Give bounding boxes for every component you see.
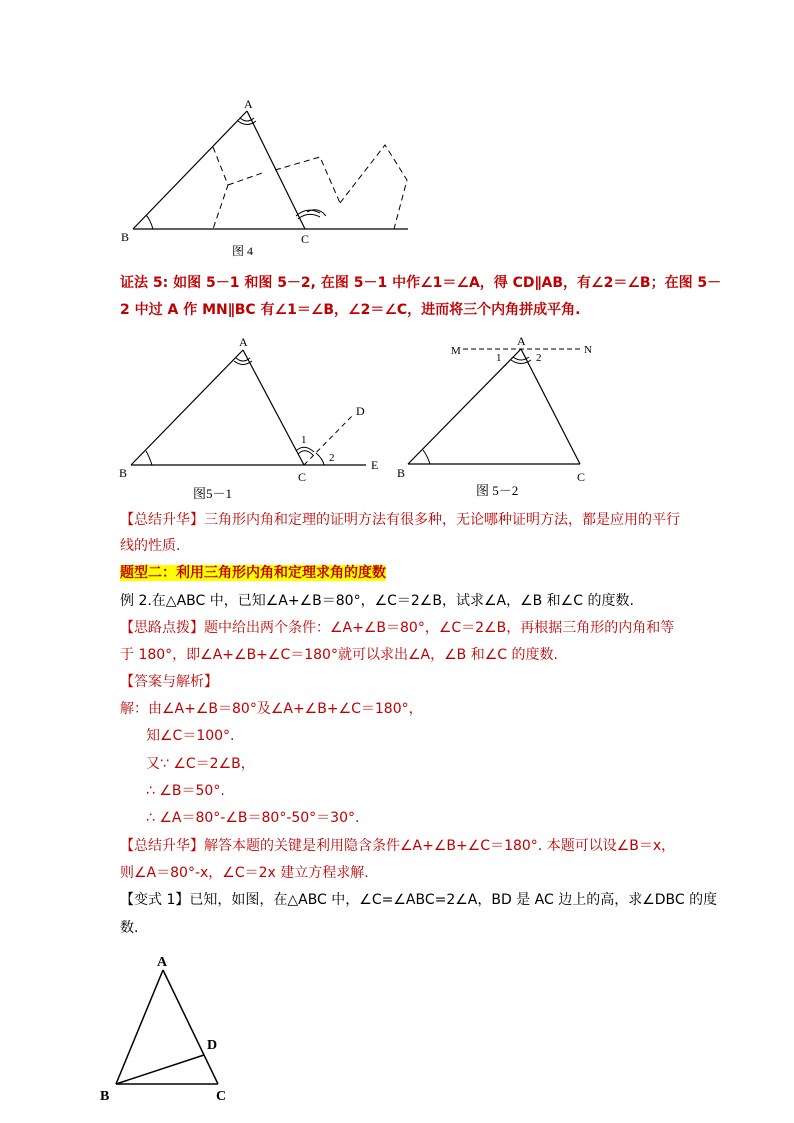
method5-line-2: 2 中过 A 作 MN∥BC 有∠1＝∠B，∠2＝∠C，进而将三个内角拼成平角. [120, 302, 581, 318]
fig4-label-a: A [244, 97, 253, 111]
hint-line-2: 于 180°，即∠A+∠B+∠C＝180°就可以求出∠A，∠B 和∠C 的度数. [120, 647, 558, 663]
hint-tag: 【思路点拨】 [120, 620, 204, 636]
fig4-caption: 图 4 [232, 244, 254, 258]
variant-label-c: C [216, 1089, 227, 1104]
type-2-heading: 题型二：利用三角形内角和定理求角的度数 [120, 565, 386, 581]
summary-2-line-2: 则∠A＝80°-x，∠C＝2x 建立方程求解. [120, 865, 369, 881]
summary-2-text: 解答本题的关键是利用隐含条件∠A+∠B+∠C＝180°. 本题可以设∠B＝x， [204, 838, 676, 854]
variant-1-text: 已知，如图，在△ABC 中，∠C=∠ABC=2∠A，BD 是 AC 边上的高，求∠DBC 的度 [189, 892, 718, 908]
figure-5-2-diagram [395, 330, 610, 485]
summary-1-text: 三角形内角和定理的证明方法有很多种，无论哪种证明方法，都是应用的平行 [204, 512, 680, 528]
variant-1-line-1 [120, 891, 718, 909]
variant-1-tag: 【变式 1】 [120, 892, 190, 908]
variant-label-d: D [207, 1038, 218, 1053]
fig5-1-caption: 图5－1 [193, 486, 233, 501]
fig5-1-label-1: 1 [301, 434, 307, 446]
fig5-1-label-c: C [298, 470, 307, 484]
hint-text: 题中给出两个条件：∠A+∠B＝80°，∠C＝2∠B，再根据三角形的内角和等 [204, 620, 675, 636]
fig5-1-label-d: D [356, 404, 365, 418]
fig5-1-label-a: A [239, 335, 248, 349]
method5-line-1: 证法 5: 如图 5－1 和图 5－2, 在图 5－1 中作∠1＝∠A，得 CD∥AB，有∠2＝∠B；在图 5－ [120, 275, 722, 291]
summary-1-line-2: 线的性质. [120, 538, 181, 554]
summary-2-line-1 [120, 837, 680, 855]
fig5-2-label-b: B [397, 466, 406, 480]
fig5-2-label-a: A [517, 334, 526, 348]
variant-1-line-2: 数. [120, 920, 139, 936]
solution-line-1 [120, 700, 680, 718]
solution-line-4: ∴ ∠B＝50°. [146, 783, 225, 799]
variant-label-a: A [157, 955, 168, 970]
fig4-label-b: B [121, 230, 130, 244]
fig5-2-label-m: M [451, 345, 461, 357]
solution-line-2: 知∠C＝100°. [146, 728, 235, 744]
example-2: 例 2.在△ABC 中，已知∠A+∠B＝80°，∠C＝2∠B，试求∠A，∠B 和∠C 的度数. [120, 593, 634, 609]
fig5-2-label-c: C [577, 470, 586, 484]
variant-label-b: B [100, 1089, 110, 1104]
summary-1-line-1 [120, 511, 680, 529]
fig5-2-label-2: 2 [536, 352, 542, 364]
summary-1-tag: 【总结升华】 [120, 512, 204, 528]
hint-line-1 [120, 619, 680, 637]
answer-heading: 【答案与解析】 [120, 674, 218, 690]
fig5-2-caption: 图 5－2 [476, 483, 519, 498]
fig5-1-label-b: B [119, 466, 128, 480]
fig4-label-c: C [301, 232, 310, 246]
variant-1-diagram [95, 950, 245, 1110]
fig5-1-label-e: E [371, 458, 379, 472]
solution-lead: 解： [120, 701, 148, 717]
solution-text-1: 由∠A+∠B＝80°及∠A+∠B+∠C＝180°， [148, 701, 423, 717]
figure-4-diagram [110, 95, 420, 260]
fig5-2-label-n: N [584, 344, 592, 356]
solution-line-5: ∴ ∠A＝80°-∠B＝80°-50°＝30°. [146, 810, 360, 826]
type-2-heading-row [120, 564, 680, 582]
fig5-2-label-1: 1 [496, 352, 502, 364]
summary-2-tag: 【总结升华】 [120, 838, 204, 854]
fig5-1-label-2: 2 [329, 452, 335, 464]
solution-line-3: 又∵ ∠C＝2∠B， [146, 756, 255, 772]
figure-5-1-diagram [110, 330, 390, 500]
